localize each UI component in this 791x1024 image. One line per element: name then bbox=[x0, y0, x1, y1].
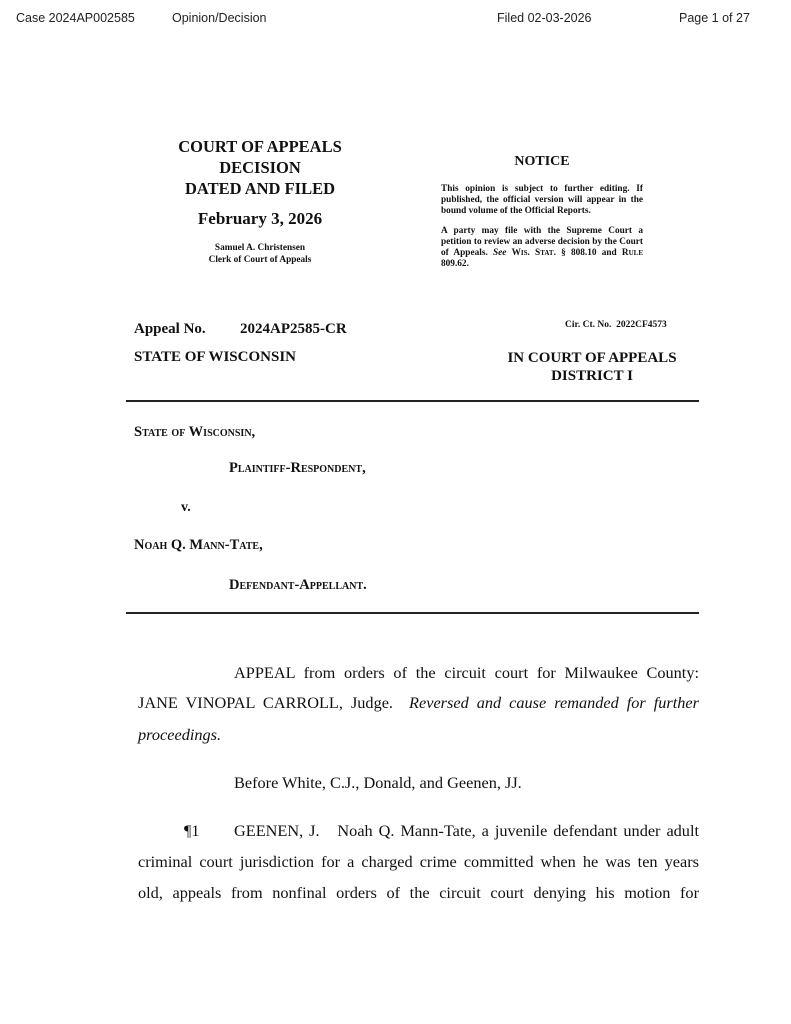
circuit-case-number: Cir. Ct. No. 2022CF4573 bbox=[565, 320, 667, 330]
paragraph-1-line-1: GEENEN, J. Noah Q. Mann-Tate, a juvenile defendant under adult bbox=[234, 821, 699, 840]
appeal-line-3 bbox=[138, 725, 699, 745]
heading-line-3: DATED AND FILED bbox=[184, 179, 336, 198]
disposition: Reversed and cause remanded for further bbox=[409, 693, 699, 712]
rule-ref: Rule bbox=[621, 248, 644, 258]
plaintiff-name: State of Wisconsin, bbox=[134, 424, 256, 440]
appeal-number: 2024AP2585-CR bbox=[240, 321, 347, 337]
filed-date: Filed 02-03-2026 bbox=[497, 11, 592, 25]
appeal-line-1: APPEAL from orders of the circuit court for Milwaukee County: bbox=[234, 663, 699, 682]
statute-ref: Wis. Stat. bbox=[511, 248, 556, 258]
disposition-end: proceedings. bbox=[138, 725, 222, 744]
versus: v. bbox=[181, 500, 191, 515]
rule-number: 809.62. bbox=[441, 259, 469, 269]
defendant-name: Noah Q. Mann-Tate, bbox=[134, 537, 263, 553]
clerk-name: Samuel A. Christensen bbox=[214, 243, 306, 253]
panel-line: Before White, C.J., Donald, and Geenen, JJ. bbox=[234, 773, 522, 792]
notice-title: NOTICE bbox=[514, 154, 570, 169]
notice-paragraph-2 bbox=[441, 226, 643, 270]
divider-top bbox=[126, 400, 699, 402]
clerk-block bbox=[140, 242, 380, 266]
notice-body bbox=[441, 184, 643, 270]
statute-section: § 808.10 and bbox=[561, 248, 617, 258]
document-type: Opinion/Decision bbox=[172, 11, 267, 25]
heading-line-2: DECISION bbox=[219, 158, 301, 177]
defendant-role: Defendant-Appellant. bbox=[229, 577, 367, 593]
court-label bbox=[485, 349, 699, 385]
heading-line-1: COURT OF APPEALS bbox=[178, 137, 342, 156]
case-number: Case 2024AP002585 bbox=[16, 11, 135, 25]
page-indicator: Page 1 of 27 bbox=[679, 11, 750, 25]
decision-date: February 3, 2026 bbox=[197, 209, 323, 228]
trial-judge: JANE VINOPAL CARROLL, Judge. bbox=[138, 693, 394, 712]
divider-bottom bbox=[126, 612, 699, 614]
state-label: STATE OF WISCONSIN bbox=[134, 349, 296, 365]
appeal-label: Appeal No. bbox=[134, 321, 206, 337]
appeal-line-2 bbox=[138, 693, 699, 713]
paragraph-mark: ¶1 bbox=[184, 821, 200, 840]
court-name: IN COURT OF APPEALS bbox=[507, 350, 677, 366]
decision-heading bbox=[140, 136, 380, 199]
district-name: DISTRICT I bbox=[551, 368, 633, 384]
paragraph-1-line-3: old, appeals from nonfinal orders of the circuit court denying his motion for bbox=[138, 883, 699, 902]
see-signal: See bbox=[492, 248, 507, 258]
paragraph-1-line-2: criminal court jurisdiction for a charged crime committed when he was ten years bbox=[138, 852, 699, 871]
clerk-title: Clerk of Court of Appeals bbox=[208, 255, 312, 265]
notice-paragraph-1: This opinion is subject to further editing. If published, the official version will appear in the bound volume of the Official Reports. bbox=[441, 184, 643, 216]
plaintiff-role: Plaintiff-Respondent, bbox=[229, 460, 366, 476]
notice-text: A party may file with the Supreme Court a petition to review an adverse decision by the Court of Appeals. bbox=[441, 226, 643, 258]
